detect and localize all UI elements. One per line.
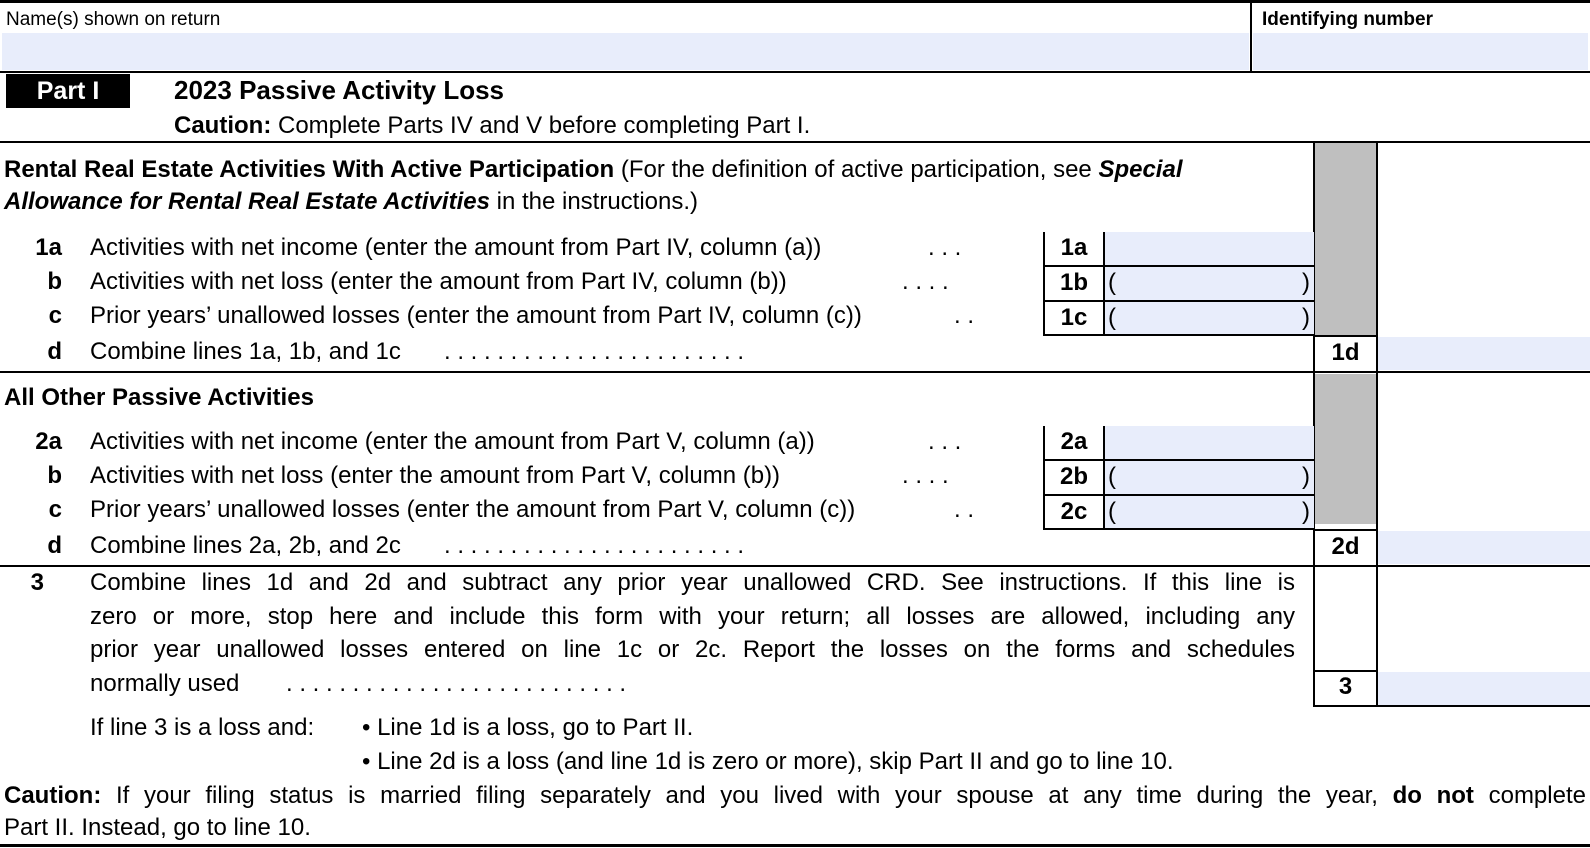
section2-bottom-rule xyxy=(0,565,1590,567)
line-1d-num: d xyxy=(47,338,62,365)
line-1b-amount[interactable] xyxy=(1105,267,1314,300)
part-title: 2023 Passive Activity Loss xyxy=(174,75,505,105)
section2-heading: All Other Passive Activities xyxy=(4,384,314,411)
line-2a-amount[interactable] xyxy=(1105,426,1314,459)
right-col-right-rule xyxy=(1376,142,1378,706)
right-col-left-rule xyxy=(1313,142,1315,706)
line-2b-paren-open: ( xyxy=(1108,463,1116,490)
line-1c-dots: . . xyxy=(954,302,975,329)
line-1b-paren-open: ( xyxy=(1108,269,1116,296)
name-field[interactable] xyxy=(2,33,1249,70)
box-2d-top-rule xyxy=(1313,529,1378,531)
line-3-text-4: normally used xyxy=(90,670,240,697)
box-3-label: 3 xyxy=(1338,673,1353,700)
top-rule xyxy=(0,0,1590,3)
line-1a-amount[interactable] xyxy=(1105,232,1314,265)
line-2d-dots: . . . . . . . . . . . . . . . . . . . . . . . xyxy=(444,532,745,559)
line-2c-paren-close: ) xyxy=(1302,498,1310,525)
line-2c-dots: . . xyxy=(954,496,975,523)
part-caution: Caution: Complete Parts IV and V before completing Part I. xyxy=(174,112,811,139)
header-divider xyxy=(1250,2,1252,72)
line-2b-dots: . . . . xyxy=(902,462,949,489)
section1-bottom-rule xyxy=(0,371,1590,373)
row-1c-rule xyxy=(1043,334,1314,336)
line-2a-dots: . . . xyxy=(928,428,962,455)
line-3-if-label: If line 3 is a loss and: xyxy=(90,714,315,741)
line-2a-num: 2a xyxy=(35,428,62,455)
line-3-amount[interactable] xyxy=(1378,672,1590,705)
line-3-num: 3 xyxy=(30,569,44,596)
box-3-bottom-rule xyxy=(1313,705,1590,707)
line-1c-text: Prior years’ unallowed losses (enter the amount from Part IV, column (c)) xyxy=(90,302,862,329)
line-1c-amount[interactable] xyxy=(1105,302,1314,334)
line-1d-amount[interactable] xyxy=(1378,337,1590,370)
line-2b-num: b xyxy=(47,462,62,489)
row-2c-rule xyxy=(1043,528,1314,530)
part-tag: Part I xyxy=(36,77,100,105)
box-2a-label: 2a xyxy=(1060,428,1088,455)
box-1a-label: 1a xyxy=(1060,234,1088,261)
line-2b-amount[interactable] xyxy=(1105,461,1314,494)
line-2d-num: d xyxy=(47,532,62,559)
line-3-text-1: Combine lines 1d and 2d and subtract any prior year unallowed CRD. See instructions. If this line is xyxy=(90,569,1295,596)
name-label: Name(s) shown on return xyxy=(6,9,221,30)
header-bottom-rule xyxy=(0,71,1590,73)
box-2b-label: 2b xyxy=(1059,463,1088,490)
line-2b-paren-close: ) xyxy=(1302,463,1310,490)
box-1d-top-rule xyxy=(1313,335,1378,337)
caution-2-line-1: Caution: If your filing status is married filing separately and you lived with your spouse at any time during the year, do not complete xyxy=(4,782,1586,809)
line-1a-text: Activities with net income (enter the amount from Part IV, column (a)) xyxy=(90,234,822,261)
id-label: Identifying number xyxy=(1262,9,1433,30)
line-1c-num: c xyxy=(48,302,62,329)
line-3-text-3: prior year unallowed losses entered on line 1c or 2c. Report the losses on the forms and schedules xyxy=(90,636,1295,663)
line-3-bullet-2: • Line 2d is a loss (and line 1d is zero or more), skip Part II and go to line 10. xyxy=(362,748,1174,775)
shaded-col-2 xyxy=(1314,374,1376,524)
box-1c-label: 1c xyxy=(1060,304,1088,331)
line-1a-dots: . . . xyxy=(928,234,962,261)
line-3-dots: . . . . . . . . . . . . . . . . . . . . . . . . . . xyxy=(286,670,627,697)
line-2b-text: Activities with net loss (enter the amount from Part V, column (b)) xyxy=(90,462,781,489)
line-1c-paren-open: ( xyxy=(1108,304,1116,331)
part-tag-box xyxy=(6,74,130,108)
box-1d-label: 1d xyxy=(1331,339,1360,366)
caution-2-line-2: Part II. Instead, go to line 10. xyxy=(4,814,311,841)
line-1c-paren-close: ) xyxy=(1302,304,1310,331)
line-1b-text: Activities with net loss (enter the amount from Part IV, column (b)) xyxy=(90,268,787,295)
line-3-text-2: zero or more, stop here and include this form with your return; all losses are allowed, including any xyxy=(90,603,1295,630)
line-2d-text: Combine lines 2a, 2b, and 2c xyxy=(90,532,401,559)
line-1b-paren-close: ) xyxy=(1302,269,1310,296)
line-2c-amount[interactable] xyxy=(1105,496,1314,528)
line-2c-paren-open: ( xyxy=(1108,498,1116,525)
line-2c-num: c xyxy=(48,496,62,523)
line-2d-amount[interactable] xyxy=(1378,531,1590,564)
box-2c-label: 2c xyxy=(1060,498,1088,525)
box-1b-label: 1b xyxy=(1059,269,1088,296)
line-1b-dots: . . . . xyxy=(902,268,949,295)
line-1b-num: b xyxy=(47,268,62,295)
section1-heading-line1: Rental Real Estate Activities With Active Participation (For the definition of active participation, see Special xyxy=(4,156,1183,183)
section1-heading-line2: Allowance for Rental Real Estate Activities in the instructions.) xyxy=(4,188,699,215)
line-2c-text: Prior years’ unallowed losses (enter the amount from Part V, column (c)) xyxy=(90,496,856,523)
identifying-number-field[interactable] xyxy=(1253,33,1588,70)
line-1d-text: Combine lines 1a, 1b, and 1c xyxy=(90,338,401,365)
line-1d-dots: . . . . . . . . . . . . . . . . . . . . . . . xyxy=(444,338,745,365)
line-1a-num: 1a xyxy=(35,234,62,261)
line-2a-text: Activities with net income (enter the amount from Part V, column (a)) xyxy=(90,428,815,455)
box-2d-label: 2d xyxy=(1331,533,1360,560)
shaded-col-1 xyxy=(1314,143,1376,336)
line-3-bullet-1: • Line 1d is a loss, go to Part II. xyxy=(362,714,694,741)
bottom-rule xyxy=(0,844,1590,847)
